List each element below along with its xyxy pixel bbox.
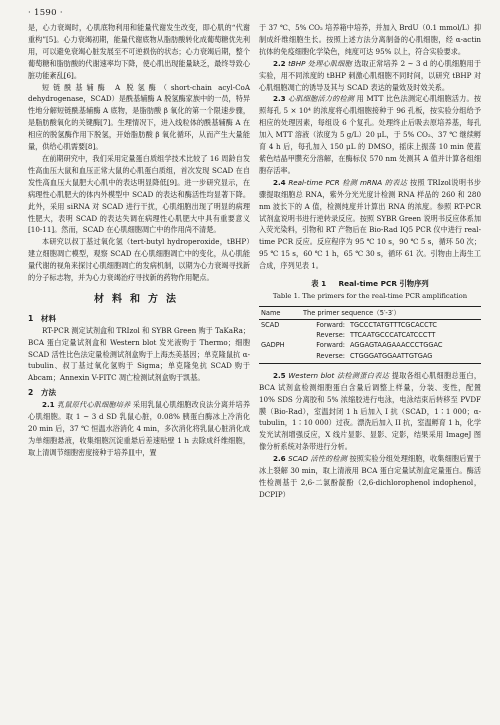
heading-title: Western blot 法检测蛋白表达 bbox=[288, 370, 390, 380]
paragraph bbox=[259, 177, 481, 272]
heading-number: 2.6 bbox=[273, 454, 286, 464]
primer-direction: Forward: bbox=[316, 321, 345, 330]
primer-direction: Reverse: bbox=[301, 351, 348, 364]
primer-sequence: TGCCCTATGTTTCGCACCTC bbox=[350, 321, 437, 330]
paragraph: 本研究以叔丁基过氧化氢（tert-butyl hydroperoxide，tBHP）建立细胞凋亡模型，观察 SCAD 在心肌细胞凋亡中的变化，从心肌能量代谢的视角来探讨心肌细胞凋亡的发病机制，以期为心力衰竭寻找新的分子标志物，并为心力衰竭治疗寻找新的药物作用靶点。 bbox=[28, 237, 250, 283]
heading-body: 用 MTT 比色法测定心肌细胞活力。按照每孔 5 × 10⁴ 的浓度将心肌细胞接种于 96 孔板，按实验分组给予相应的处理因素，每组设 6 个复孔。处理终止后吸去原培养基，每孔加入 MTT 溶液（浓度为 5 g/L）20 μL，于 5% CO₂、37 ℃ 继续孵育 4 h 后，每孔加入 150 μL 的 DMSO，摇床上振荡 10 min 使蓝紫色结晶甲臜充分溶解，在酶标仪 570 nm 处测其 A 值并计算各组细胞存活率。 bbox=[259, 94, 481, 175]
primer-direction: Reverse: bbox=[316, 331, 345, 340]
primer-name bbox=[259, 330, 301, 340]
table-row bbox=[259, 320, 481, 331]
table-row bbox=[259, 351, 481, 364]
heading-title: tBHP 处理心肌细胞 bbox=[288, 58, 352, 68]
paragraph: RT-PCR 测定试剂盒和 TRIzol 和 SYBR Green 购于 TaKaRa；BCA 蛋白定量试剂盒和 Western blot 发光液购于 Thermo；细胞 SCAD 活性比色法定量检测试剂盒购于上海杰美基因；单克隆鼠抗 α-tubulin、叔丁基过氧化氢购于 Sigma；单克隆兔抗 SCAD 购于 Abcam；Annexin V-FITC 凋亡检测试剂盒购于凯基。 bbox=[28, 325, 251, 383]
heading-title: 心肌细胞活力的检测 bbox=[288, 94, 355, 104]
heading-body: 采用乳鼠心肌细胞改良法分离并培养心肌细胞。取 1 ~ 3 d SD 乳鼠心脏，0.08% 胰蛋白酶冰上冷消化 20 min 后，37 ℃ 恒温水浴消化 4 min，多次消化将乳鼠心脏消化成为单细胞悬液，收集细胞沉淀重悬后差速贴壁 1 h 去除成纤维细胞，取上清调节细胞密度接种于培养皿中，置 bbox=[28, 400, 250, 457]
subsection-heading: 1 材料 bbox=[28, 313, 57, 323]
table-row bbox=[259, 330, 481, 340]
table-caption-english: Table 1. The primers for the real-time PCR amplification bbox=[272, 291, 468, 300]
column-header-name: Name bbox=[259, 306, 301, 319]
paragraph bbox=[28, 399, 250, 459]
primer-sequence: CTGGGATGGAATTGTGAG bbox=[348, 351, 481, 364]
table-label: 表 1 bbox=[311, 279, 327, 289]
paragraph: 是，心力衰竭时，心肌底物利用和能量代谢发生改变，即心肌的“代谢重构”[5]。心力衰竭初期，能量代谢底物从脂肪酸转化成葡萄糖优先利用，可以避免衰竭心脏发展至不可逆损伤的状态；心力衰竭后期，整个葡萄糖和脂肪酸的代谢速率均下降，使心肌出现能量缺乏，最终导致心脏功能紊乱[6]。 bbox=[28, 23, 250, 80]
table-row bbox=[259, 340, 481, 350]
left-column bbox=[28, 22, 250, 459]
table-caption bbox=[259, 278, 481, 290]
primer-name: SCAD bbox=[261, 321, 280, 330]
paragraph bbox=[259, 58, 481, 94]
paragraph bbox=[259, 453, 481, 501]
paragraph bbox=[259, 93, 481, 176]
paragraph: 在前期研究中，我们采用定量蛋白质组学技术比较了 16 周龄自发性高血压大鼠和血压正常大鼠的心肌蛋白质组，首次发现 SCAD 在自发性高血压大鼠肥大心肌中的表达明显降低[9]。进一步研究显示，在病理性心肌肥大的体内外模型中 SCAD 的表达和酶活性均显著下降。此外，采用 siRNA 对 SCAD 进行干扰，心肌细胞出现了明显的病理性肥大，表明 SCAD 的表达失调在病理性心肌肥大中具有重要意义[10-11]。然而，SCAD 在心肌细胞凋亡中的作用尚不清楚。 bbox=[28, 153, 250, 235]
heading-title: Real-time PCR 检测 mRNA 的表达 bbox=[288, 177, 408, 187]
primer-table bbox=[259, 306, 481, 364]
right-column bbox=[259, 22, 481, 501]
heading-number: 2.4 bbox=[273, 177, 286, 187]
primer-name bbox=[259, 351, 301, 364]
heading-title: SCAD 活性的检测 bbox=[288, 454, 348, 464]
primer-sequence: TTCAATGCCCATCATCCCTT bbox=[350, 331, 436, 340]
section-title: 材料和方法 bbox=[94, 293, 184, 305]
primer-direction: Forward: bbox=[316, 341, 345, 350]
heading-body: 按照实验分组处理细胞，收集细胞后置于冰上裂解 30 min，取上清液用 BCA 蛋白定量试剂盒定量蛋白。酶活性检测基于 2,6-二氯酚靛酚（2,6-dichlorophenol indophenol，DCPIP） bbox=[259, 454, 481, 499]
heading-body: 提取各组心肌细胞总蛋白，BCA 试剂盒检测细胞蛋白含量后调整上样量，分装、变性，配置 10% SDS 分离胶和 5% 浓缩胶进行电泳，电泳结束后转移至 PVDF 膜（Bio-Rad），室温封闭 1 h 后加入 I 抗（SCAD，1∶1 000；α-tubulin，1∶10 000）过夜。漂洗后加入 II 抗，室温孵育 1 h，化学发光试剂增强反应，X 线片显影、显影、定影，结果采用 ImageJ 图像分析系统对条带进行分析。 bbox=[259, 370, 482, 452]
heading-body: 按照 TRIzol说明书步骤提取细胞总 RNA，紫外分光光度计检测 RNA 样品的 260 和 280 nm 波长下的 A 值，检测纯度并计算出 RNA 的浓度。参照 RT-PCR 试剂盒说明书进行逆转录反应。按照 SYBR Green 说明书反应体系加入荧光染料，引物和 RT 产物后在 Bio-Rad IQ5 PCR 仪中进行 real-time PCR 反应。反应程序为 95 ℃ 10 s，90 ℃ 5 s，循环 50 次；95 ℃ 15 s，60 ℃ 1 h，65 ℃ 30 s，循环 61 次。引物由上海生工合成，序列见表 1。 bbox=[259, 177, 481, 271]
paragraph: 于 37 ℃、5% CO₂ 培养箱中培养，并加入 BrdU（0.1 mmol/L）抑制成纤维细胞生长。按照上述方法分离制备的心肌细胞，经 α-actin 抗体的免疫细胞化学染色，纯度可达 95% 以上，符合实验要求。 bbox=[259, 23, 481, 56]
heading-number: 2.3 bbox=[273, 94, 286, 104]
primer-sequence: AGGAGTAAGAAACCCTGGAC bbox=[350, 341, 443, 350]
paragraph: 短链酰基辅酶 A 脱氢酶（short-chain acyl-CoA dehydrogenase，SCAD）是酰基辅酶 A 脱氢酶家族中的一员，特异性地分解短链酰基辅酶 A 底物，是脂肪酸 β 氧化的第一个限速步骤，是脂肪酸氧化的关键酶[7]。生理情况下，进入线粒体的酰基辅酶 A 在相应的脱氢酶作用下脱氢，开始脂肪酸 β 氧化循环，从而产生大量能量，供给心肌需要[8]。 bbox=[28, 82, 250, 152]
table-header-row bbox=[259, 306, 481, 319]
heading-number: 2.5 bbox=[273, 370, 286, 380]
subsection-heading: 2 方法 bbox=[28, 388, 57, 398]
column-header-sequence: The primer sequence（5′-3′） bbox=[301, 306, 481, 319]
paragraph bbox=[259, 370, 481, 453]
heading-title: 乳鼠原代心肌细胞培养 bbox=[57, 400, 131, 410]
heading-body: 选取正常培养 2 ~ 3 d 的心肌细胞用于实验，用不同浓度的 tBHP 刺激心肌细胞不同时间，以研究 tBHP 对心肌细胞凋亡的诱导及其与 SCAD 表达的量效及时效关系。 bbox=[259, 58, 481, 92]
table-title: Real-time PCR 引物序列 bbox=[338, 279, 429, 289]
heading-number: 2.1 bbox=[42, 400, 55, 410]
primer-name: GADPH bbox=[261, 341, 285, 350]
heading-number: 2.2 bbox=[273, 58, 286, 68]
page-number: · 1590 · bbox=[28, 8, 63, 18]
